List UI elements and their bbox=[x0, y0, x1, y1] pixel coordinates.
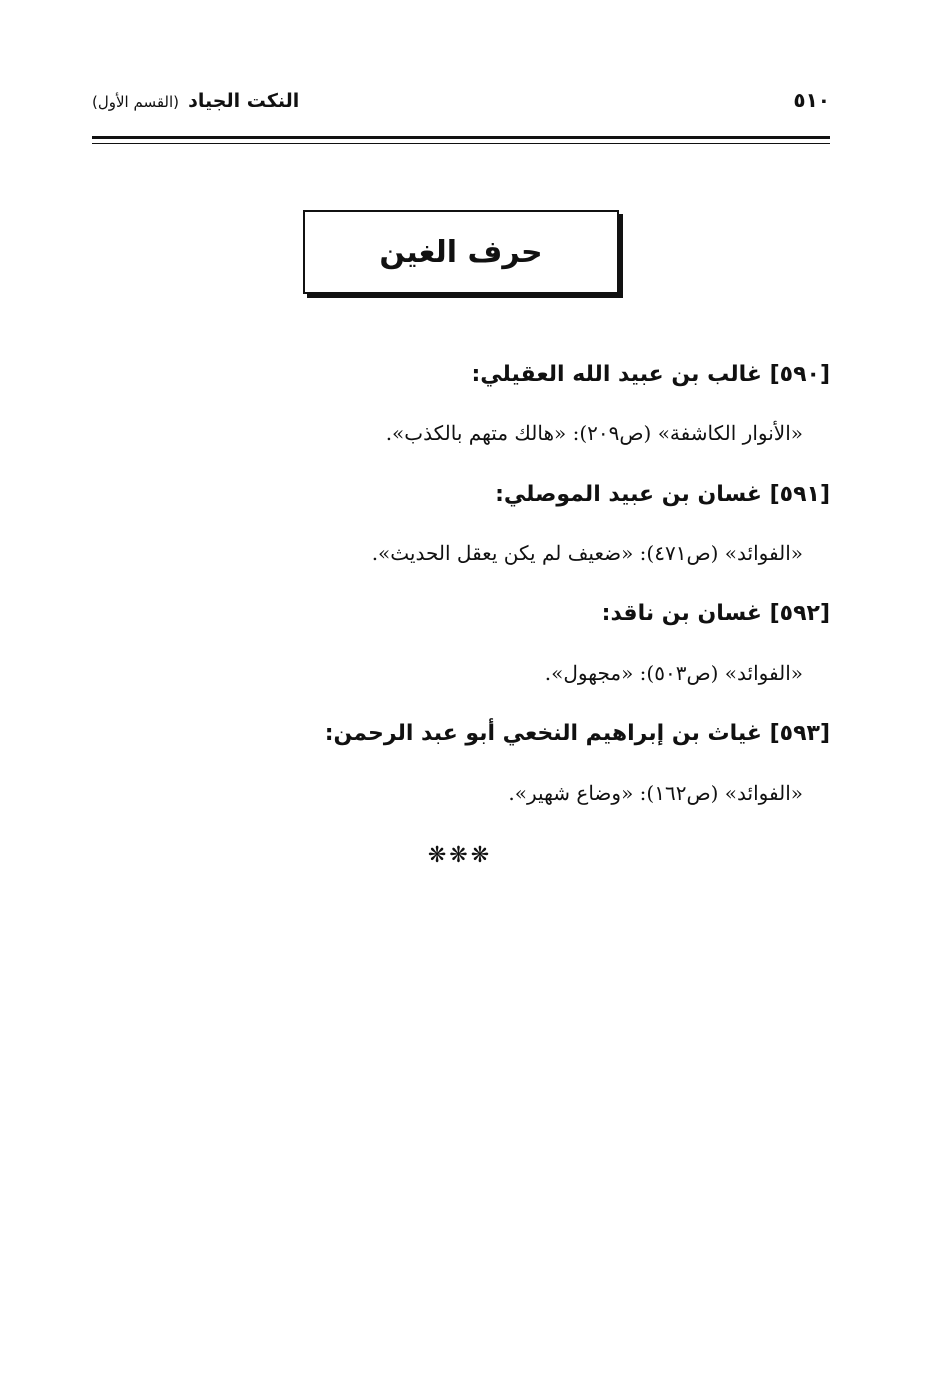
entry-heading: [٥٩١] غسان بن عبيد الموصلي: bbox=[495, 482, 830, 507]
section-separator: ❋❋❋ bbox=[427, 843, 493, 868]
part-label: (القسم الأول) bbox=[92, 93, 180, 111]
book-title: النكت الجياد bbox=[188, 90, 300, 112]
header-rule-thin bbox=[92, 143, 830, 144]
entry-text: «الأنوار الكاشفة» (ص٢٠٩): «هالك متهم بالكذب». bbox=[385, 421, 803, 445]
entry-heading: [٥٩٠] غالب بن عبيد الله العقيلي: bbox=[471, 362, 830, 387]
header-rule-thick bbox=[92, 136, 830, 139]
page-number: ٥١٠ bbox=[793, 88, 830, 112]
entry-text: «الفوائد» (ص١٦٢): «وضاع شهير». bbox=[508, 781, 803, 805]
entry-heading: [٥٩٢] غسان بن ناقد: bbox=[601, 601, 830, 626]
entry-heading: [٥٩٣] غياث بن إبراهيم النخعي أبو عبد الرحمن: bbox=[324, 721, 830, 746]
chapter-title-box bbox=[303, 210, 619, 294]
chapter-title: حرف الغين bbox=[379, 234, 543, 270]
running-header bbox=[92, 88, 830, 128]
entry-text: «الفوائد» (ص٥٠٣): «مجهول». bbox=[544, 661, 803, 685]
entry-text: «الفوائد» (ص٤٧١): «ضعيف لم يكن يعقل الحديث». bbox=[371, 541, 803, 565]
running-title bbox=[92, 90, 299, 112]
